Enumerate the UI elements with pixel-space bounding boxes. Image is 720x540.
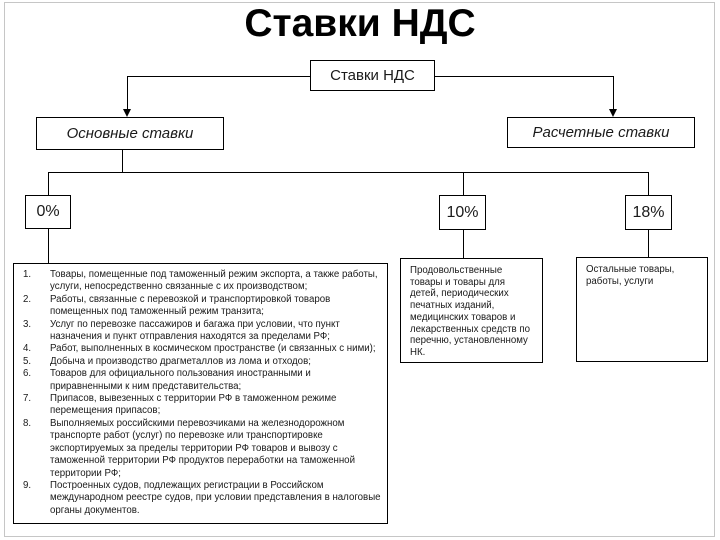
list-item [14,480,381,517]
list-item-number: 2. [23,293,32,305]
list-item-number: 8. [23,417,32,429]
connector-rail-to-10 [463,172,464,195]
node-root-label: Ставки НДС [330,67,415,84]
arrow-down-icon [609,109,617,117]
list-item [14,294,381,319]
list-item-text: Работы, связанные с перевозкой и транспортировкой товаров помещенных под таможенный режим транзита; [50,293,331,318]
connector-root-to-main-v [127,76,128,109]
list-item-text: Добыча и производство драгметаллов из лома и отходов; [50,355,311,367]
list-item-number: 9. [23,479,32,491]
list-item-number: 3. [23,318,32,330]
list-item-number: 4. [23,343,32,355]
list-item-text: Товаров для официального пользования иностранными и приравненными к ним представительства; [50,368,311,392]
connector-rail-to-18 [648,172,649,195]
rate-10-description: Продовольственные товары и товары для детей, периодических печатных изданий, медицинских товаров и лекарственных средств по перечню, установленному НК. [410,265,530,358]
list-item-text: Услуг по перевозке пассажиров и багажа при условии, что пункт назначения и пункт отправления находятся за пределами РФ; [50,318,340,343]
connector-rates-rail [48,172,649,173]
list-item-text: Выполняемых российскими перевозчиками на железнодорожном транспорте работ (услуг) по перевозке или транспортировке экспортируемых за пределы территории РФ товаров и вывозу с таможенной территории РФ продуктов переработки на таможенной территории РФ; [50,417,355,479]
list-item [14,269,381,294]
connector-rail-to-0 [48,172,49,195]
connector-0-to-list [48,229,49,263]
connector-10-to-list [463,230,464,258]
list-item-number: 1. [23,269,32,280]
list-item [14,368,381,393]
list-rate-18-details [576,257,708,362]
node-root [310,60,435,91]
node-rate-10-label: 10% [446,203,479,221]
list-item-number: 5. [23,355,32,367]
list-item [14,319,381,344]
node-rate-18-label: 18% [632,203,665,221]
list-item-number: 7. [23,393,32,405]
arrow-down-icon [123,109,131,117]
list-item-text: Товары, помещенные под таможенный режим экспорта, а также работы, услуги, непосредственно связанные с их производством; [50,269,378,293]
list-item [14,356,381,368]
node-calculated-rates-label: Расчетные ставки [532,124,670,141]
connector-root-to-calc-h [434,76,614,77]
list-item-number: 6. [23,368,32,380]
node-rate-0 [25,195,71,229]
list-rate-0-details [13,263,388,524]
connector-18-to-list [648,230,649,257]
connector-main-stem [122,150,123,172]
node-main-rates-label: Основные ставки [66,125,194,142]
list-rate-10-details [400,258,543,363]
rate-18-description: Остальные товары, работы, услуги [586,264,675,287]
connector-root-to-main-h [127,76,310,77]
list-item [14,343,381,355]
connector-root-to-calc-v [613,76,614,109]
node-main-rates [36,117,224,150]
node-rate-18 [625,195,672,230]
list-item [14,393,381,418]
list-item-text: Построенных судов, подлежащих регистрации в Российском международном реестре судов, при условии представления в налоговые органы документов. [50,479,381,516]
list-item [14,418,381,480]
node-calculated-rates [507,117,695,148]
list-item-text: Работ, выполненных в космическом пространстве (и связанных с ними); [50,343,376,355]
page-title: Ставки НДС [244,2,476,45]
node-rate-10 [439,195,486,230]
list-item-text: Припасов, вывезенных с территории РФ в таможенном режиме перемещения припасов; [50,393,337,417]
node-rate-0-label: 0% [36,203,60,220]
